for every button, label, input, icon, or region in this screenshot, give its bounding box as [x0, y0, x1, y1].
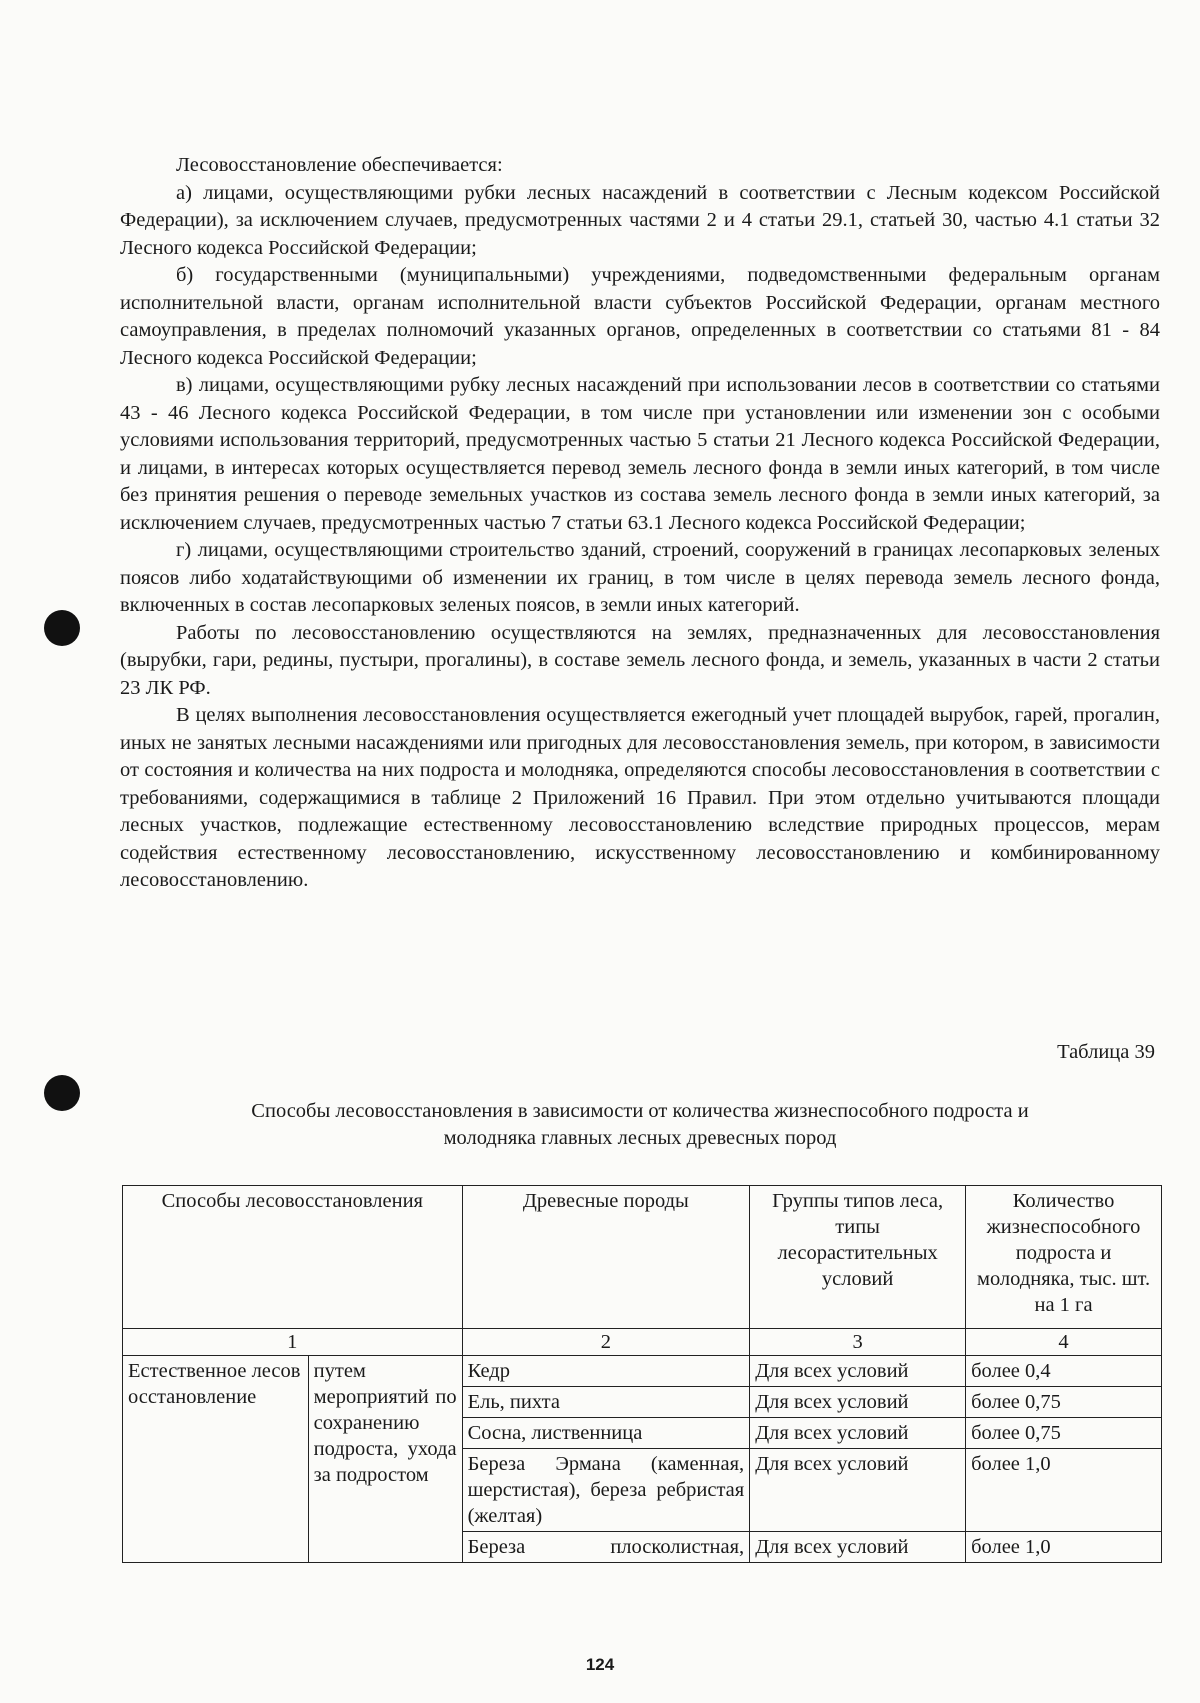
- table-caption: [120, 1098, 1160, 1152]
- quantity-cell: более 1,0: [966, 1449, 1162, 1532]
- page-number: 124: [585, 1655, 615, 1674]
- submethod-cell: путем мероприятий по сохранению подроста, ухода за подростом: [308, 1356, 462, 1563]
- column-number: 1: [123, 1329, 463, 1356]
- column-number-row: [123, 1329, 1162, 1356]
- quantity-cell: более 0,75: [966, 1418, 1162, 1449]
- paragraph: а) лицами, осуществляющими рубки лесных насаждений в соответствии с Лесным кодексом Российской Федерации), за исключением случаев, предусмотренных частями 2 и 4 статьи 29.1, статьей 30, частью 4.1 статьи 32 Лесного кодекса Российской Федерации;: [120, 181, 1160, 259]
- header-quantity: Количество жизнеспособного подроста и молодняка, тыс. шт. на 1 га: [966, 1186, 1162, 1329]
- quantity-cell: более 0,75: [966, 1387, 1162, 1418]
- quantity-cell: более 0,4: [966, 1356, 1162, 1387]
- paragraph: Работы по лесовосстановлению осуществляются на землях, предназначенных для лесовосстановления (вырубки, гари, редины, пустыри, прогалины), в составе земель лесного фонда, и земель, указанных в части 2 статьи 23 ЛК РФ.: [120, 621, 1160, 699]
- conditions-cell: Для всех условий: [750, 1356, 966, 1387]
- table-caption-line: молодняка главных лесных древесных пород: [443, 1127, 837, 1149]
- species-cell: Кедр: [462, 1356, 750, 1387]
- reforestation-table: [122, 1185, 1162, 1563]
- column-number: 3: [750, 1329, 966, 1356]
- header-conditions: Группы типов леса, типы лесорастительных условий: [750, 1186, 966, 1329]
- paragraph: г) лицами, осуществляющими строительство зданий, строений, сооружений в границах лесопарковых зеленых поясов либо ходатайствующими об изменении их границ, в том числе в целях перевода земель лесного фонда, включенных в состав лесопарковых зеленых поясов, в земли иных категорий.: [120, 539, 1160, 616]
- column-number: 2: [462, 1329, 750, 1356]
- paragraph: В целях выполнения лесовосстановления осуществляется ежегодный учет площадей вырубок, гарей, прогалин, иных не занятых лесными насаждениями или пригодных для лесовосстановления земель, при котором, в зависимости от состояния и количества на них подроста и молодняка, определяются способы лесовосстановления в соответствии с требованиями, содержащимися в таблице 2 Приложений 16 Правил. При этом отдельно учитываются площади лесных участков, подлежащие естественному лесовосстановлению вследствие природных процессов, мерам содействия естественному лесовосстановлению, искусственному лесовосстановлению и комбинированному лесовосстановлению.: [120, 704, 1160, 891]
- conditions-cell: Для всех условий: [750, 1532, 966, 1563]
- punch-hole: [44, 610, 80, 646]
- method-cell: Естественное лесовосстановление: [123, 1356, 309, 1563]
- table-header-row: [123, 1186, 1162, 1329]
- species-cell: Береза Эрмана (каменная, шерстистая), береза ребристая (желтая): [462, 1449, 750, 1532]
- table-caption-line: Способы лесовосстановления в зависимости от количества жизнеспособного подроста и: [251, 1100, 1029, 1122]
- conditions-cell: Для всех условий: [750, 1387, 966, 1418]
- header-methods: Способы лесовосстановления: [123, 1186, 463, 1329]
- conditions-cell: Для всех условий: [750, 1449, 966, 1532]
- species-cell: Береза плосколистная,: [462, 1532, 750, 1563]
- paragraph: б) государственными (муниципальными) учреждениями, подведомственными федеральным органам исполнительной власти, органам исполнительной власти субъектов Российской Федерации, органам местного самоуправления, в пределах полномочий указанных органов, определенных в соответствии со статьями 81 - 84 Лесного кодекса Российской Федерации;: [120, 264, 1160, 369]
- header-species: Древесные породы: [462, 1186, 750, 1329]
- table-label: Таблица 39: [1057, 1041, 1155, 1063]
- punch-hole: [44, 1075, 80, 1111]
- column-number: 4: [966, 1329, 1162, 1356]
- species-cell: Ель, пихта: [462, 1387, 750, 1418]
- body-text: [120, 152, 1160, 895]
- species-cell: Сосна, лиственница: [462, 1418, 750, 1449]
- paragraph: Лесовосстановление обеспечивается:: [176, 154, 503, 176]
- conditions-cell: Для всех условий: [750, 1418, 966, 1449]
- quantity-cell: более 1,0: [966, 1532, 1162, 1563]
- table-row: [123, 1356, 1162, 1387]
- paragraph: в) лицами, осуществляющими рубку лесных насаждений при использовании лесов в соответствии со статьями 43 - 46 Лесного кодекса Российской Федерации, в том числе при установлении или изменении зон с особыми условиями использования территорий, предусмотренных частью 5 статьи 21 Лесного кодекса Российской Федерации, и лицами, в интересах которых осуществляется перевод земель лесного фонда в земли иных категорий, в том числе без принятия решения о переводе земельных участков из состава земель лесного фонда в земли иных категорий, за исключением случаев, предусмотренных частью 7 статьи 63.1 Лесного кодекса Российской Федерации;: [120, 374, 1160, 534]
